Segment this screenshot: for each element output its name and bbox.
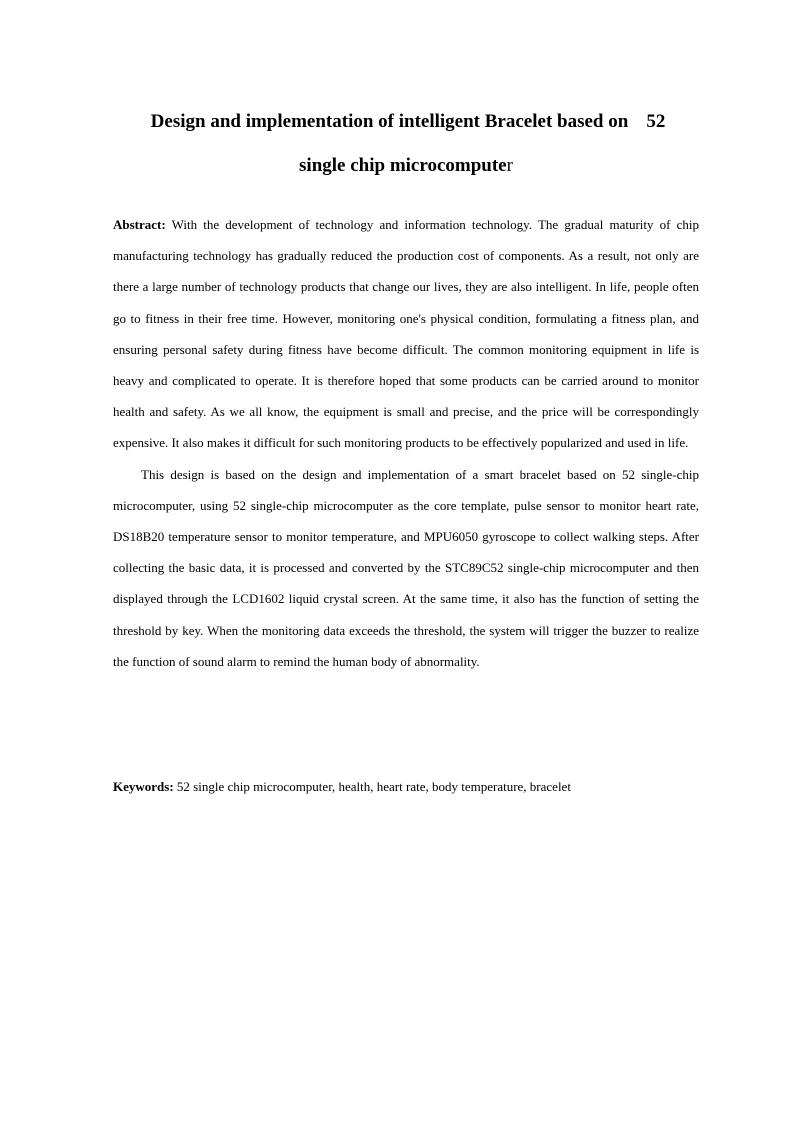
- title-tail-letter: r: [506, 155, 513, 176]
- abstract-paragraph-2: This design is based on the design and implementation of a smart bracelet based on 52 single-chip microcomputer, using 52 single-chip microcomputer as the core template, pulse sensor to monitor heart rate, DS18B20 temperature sensor to monitor temperature, and MPU6050 gyroscope to collect walking steps. After collecting the basic data, it is processed and converted by the STC89C52 single-chip microcomputer and then displayed through the LCD1602 liquid crystal screen. At the same time, it also has the function of setting the threshold by key. When the monitoring data exceeds the threshold, the system will trigger the buzzer to realize the function of sound alarm to remind the human body of abnormality.: [113, 466, 699, 669]
- abstract-paragraph-1-text: With the development of technology and information technology. The gradual maturity of chip manufacturing technology has gradually reduced the production cost of components. As a result, not only are there a large number of technology products that change our lives, they are also intelligent. In life, people often go to fitness in their free time. However, monitoring one's physical condition, formulating a fitness plan, and ensuring personal safety during fitness have become difficult. The common monitoring equipment in life is heavy and complicated to operate. It is therefore hoped that some products can be carried around to monitor health and safety. As we all know, the equipment is small and precise, and the price will be correspondingly expensive. It also makes it difficult for such monitoring products to be effectively popularized and used in life.: [113, 217, 700, 451]
- keywords-label: Keywords:: [113, 779, 174, 794]
- title-line-1: [113, 100, 699, 144]
- abstract-paragraph-1: [113, 209, 699, 459]
- title-text-line-1: Design and implementation of intelligent Bracelet based on: [150, 111, 629, 132]
- paper-title: [113, 100, 699, 188]
- title-text-line-2: single chip microcompute: [299, 155, 507, 176]
- title-line-2: [113, 144, 699, 188]
- keywords-section: [113, 774, 699, 800]
- abstract-section: [113, 209, 699, 677]
- abstract-label: Abstract:: [113, 217, 166, 232]
- keywords-text: 52 single chip microcomputer, health, heart rate, body temperature, bracelet: [176, 779, 571, 794]
- title-number: 52: [646, 111, 666, 132]
